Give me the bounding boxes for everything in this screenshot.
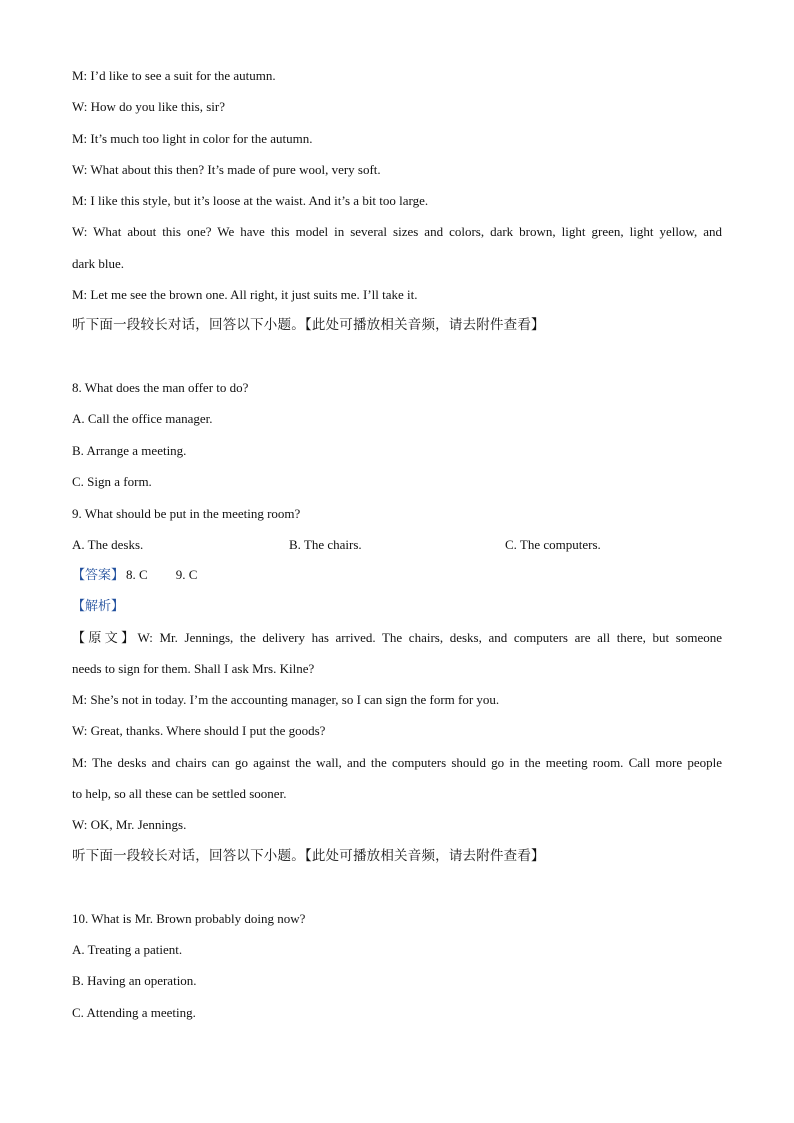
answer-8: 8. C	[126, 567, 148, 582]
question-10-option-c: C. Attending a meeting.	[72, 1005, 196, 1020]
dialogue-line: M: It’s much too light in color for the autumn.	[72, 131, 313, 146]
listening-instruction: 听下面一段较长对话，回答以下小题。【此处可播放相关音频，请去附件查看】	[72, 317, 545, 333]
question-9-option-a: A. The desks.	[72, 537, 144, 552]
question-9-option-b: B. The chairs.	[289, 537, 362, 552]
answer-9: 9. C	[175, 567, 198, 582]
transcript-line: M: The desks and chairs can go against the wall, and the computers should go in the meeting room. Call more people	[72, 755, 722, 770]
dialogue-line: M: I like this style, but it’s loose at the waist. And it’s a bit too large.	[72, 193, 429, 208]
analysis-line	[72, 598, 722, 615]
transcript-line: M: She’s not in today. I’m the accounting manager, so I can sign the form for you.	[72, 692, 500, 707]
analysis-label: 【解析】	[72, 599, 125, 614]
answer-label: 【答案】	[72, 568, 125, 583]
question-8-option-a: A. Call the office manager.	[72, 411, 213, 426]
question-10-option-b: B. Having an operation.	[72, 973, 197, 988]
transcript-line: W: Great, thanks. Where should I put the goods?	[72, 723, 326, 738]
dialogue-line: M: Let me see the brown one. All right, it just suits me. I’ll take it.	[72, 287, 418, 302]
transcript-line: needs to sign for them. Shall I ask Mrs. Kilne?	[72, 661, 315, 676]
question-10-option-a: A. Treating a patient.	[72, 942, 183, 957]
transcript-line: to help, so all these can be settled sooner.	[72, 786, 287, 801]
dialogue-line: W: What about this one? We have this model in several sizes and colors, dark brown, light green, light yellow, and	[72, 224, 722, 239]
dialogue-line: dark blue.	[72, 256, 124, 271]
dialogue-line: M: I’d like to see a suit for the autumn.	[72, 68, 276, 83]
question-9-option-c: C. The computers.	[505, 537, 601, 552]
transcript-line: W: OK, Mr. Jennings.	[72, 817, 187, 832]
transcript-label: 【原文】	[72, 631, 138, 646]
question-9: 9. What should be put in the meeting room?	[72, 506, 301, 521]
listening-instruction: 听下面一段较长对话，回答以下小题。【此处可播放相关音频，请去附件查看】	[72, 848, 545, 864]
question-8-option-c: C. Sign a form.	[72, 474, 152, 489]
question-10: 10. What is Mr. Brown probably doing now?	[72, 911, 306, 926]
dialogue-line: W: What about this then? It’s made of pure wool, very soft.	[72, 162, 381, 177]
transcript-first-line	[72, 630, 722, 647]
dialogue-line: W: How do you like this, sir?	[72, 99, 225, 114]
transcript-text: W: Mr. Jennings, the delivery has arrived. The chairs, desks, and computers are all there, but someone	[137, 630, 722, 645]
answer-line	[72, 567, 722, 584]
question-8: 8. What does the man offer to do?	[72, 380, 249, 395]
question-8-option-b: B. Arrange a meeting.	[72, 443, 187, 458]
